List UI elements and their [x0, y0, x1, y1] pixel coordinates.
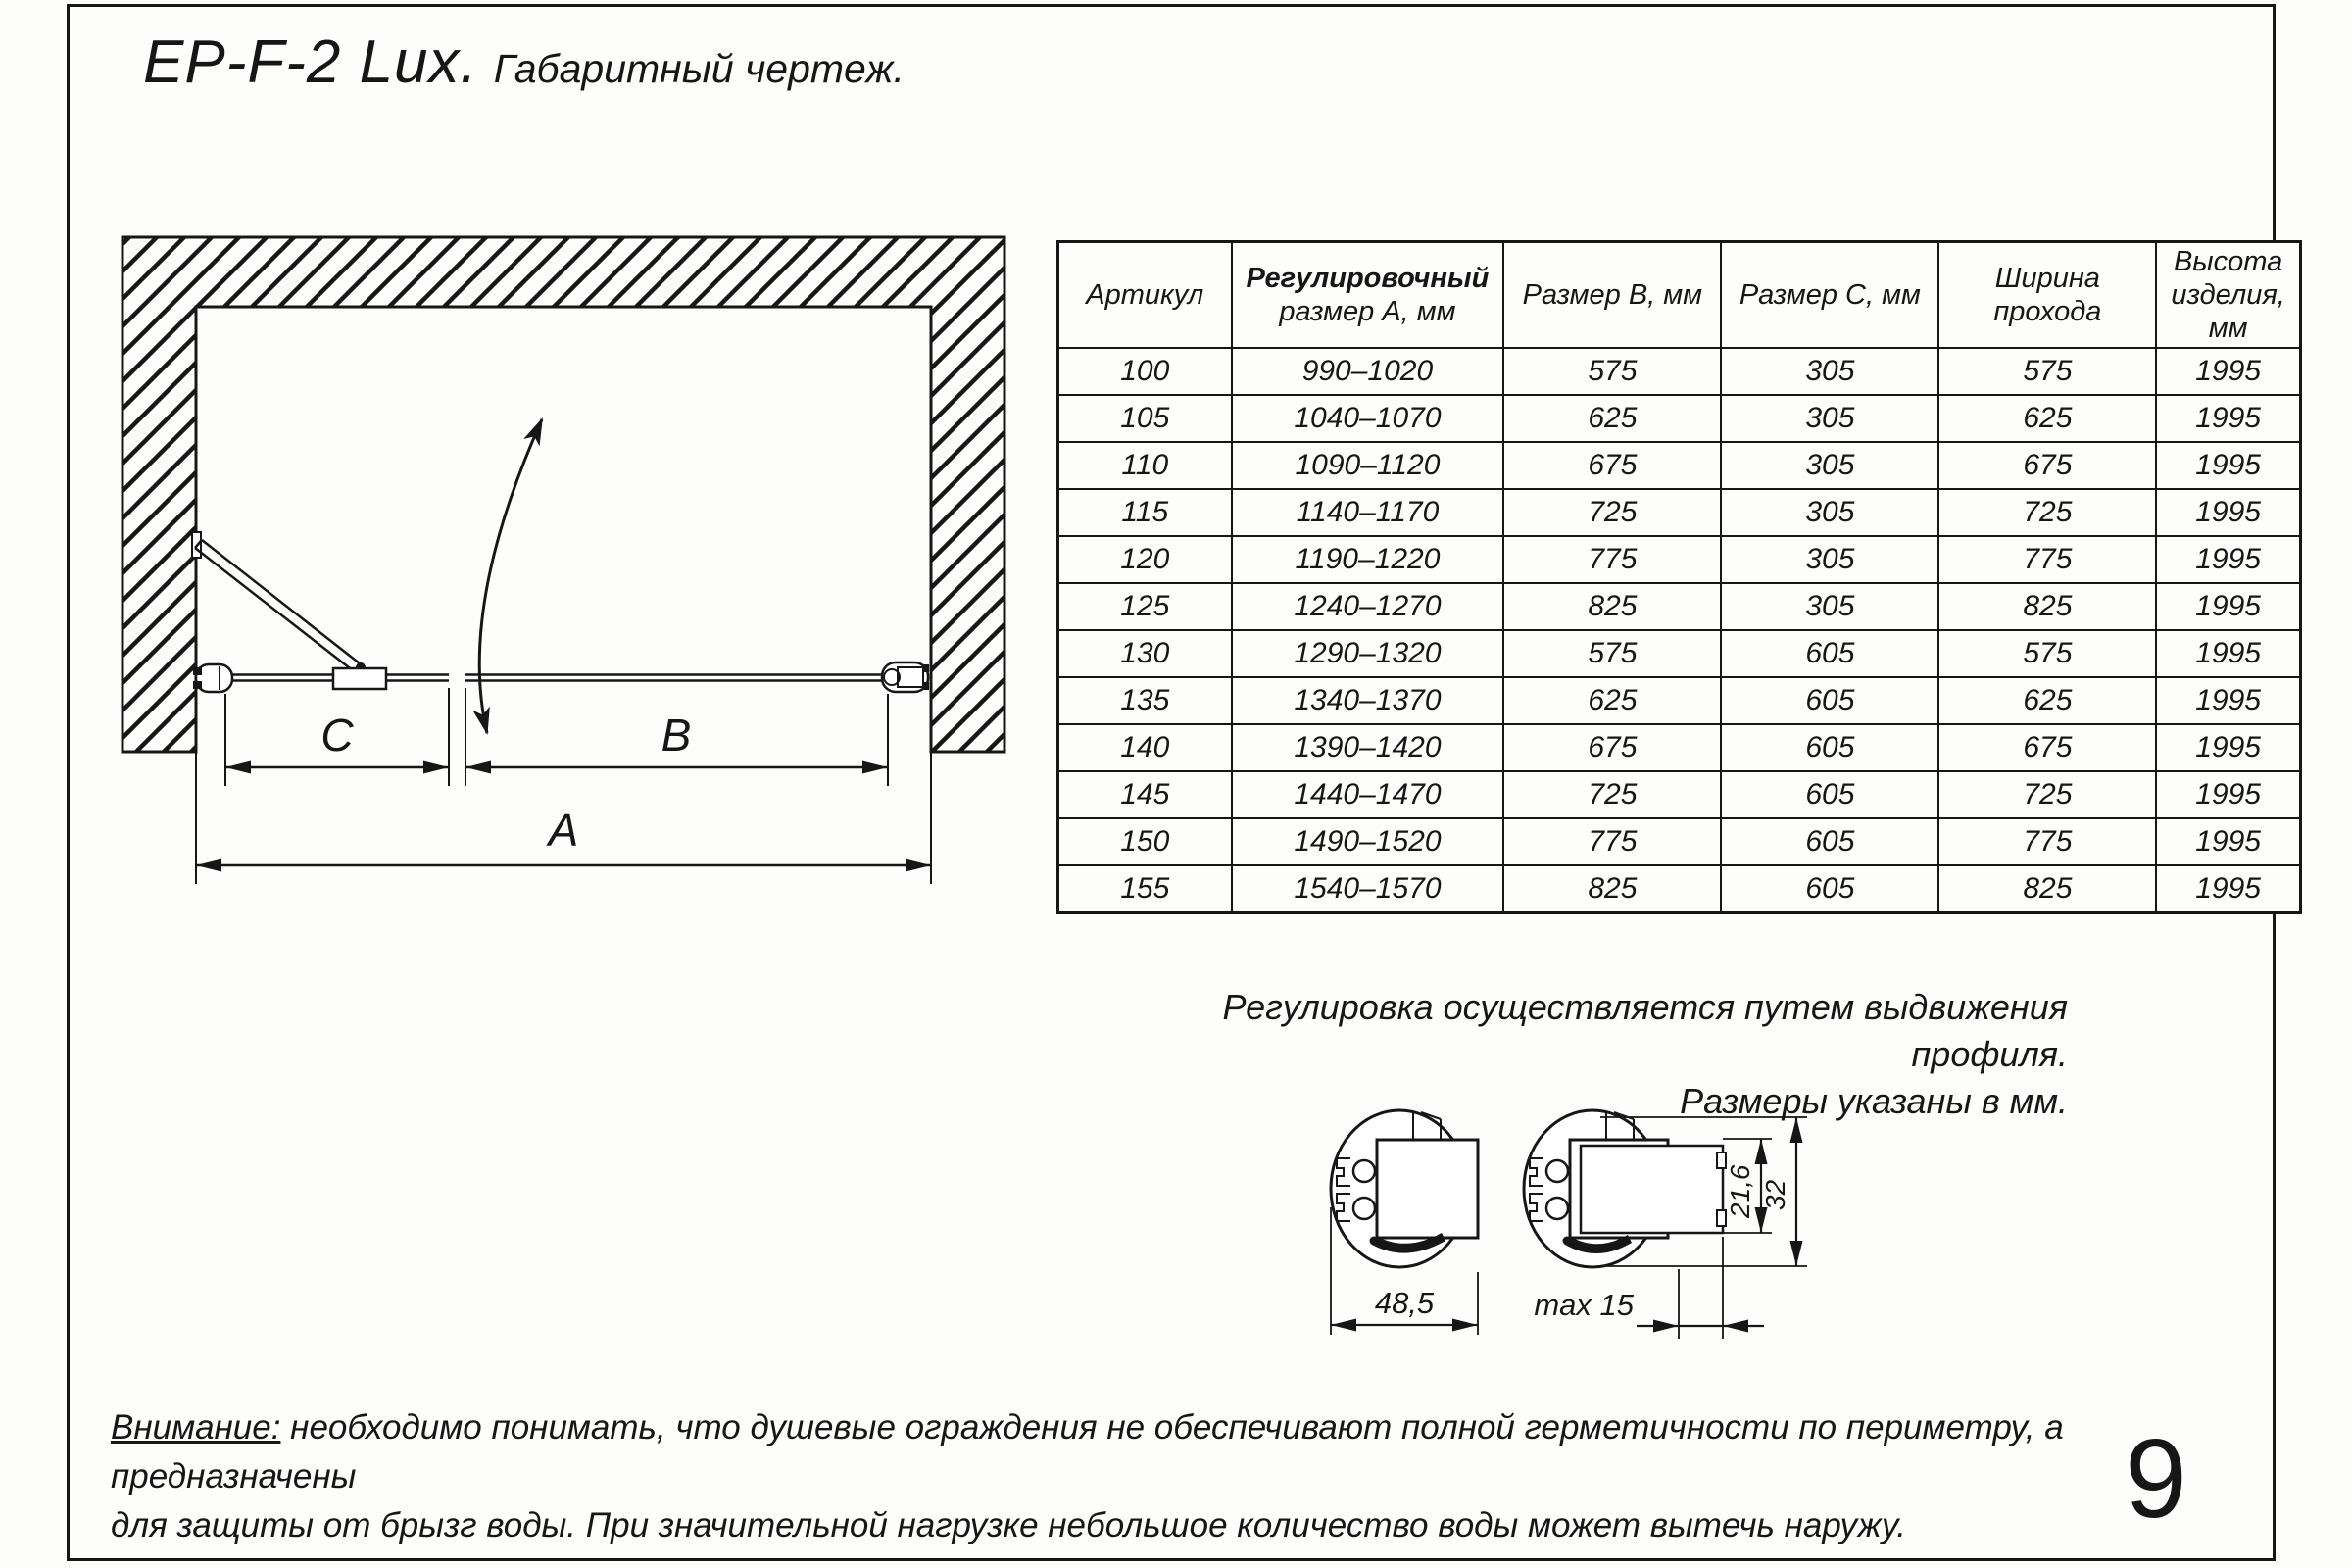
dimension-b: [466, 688, 888, 786]
table-cell: 115: [1058, 489, 1232, 536]
table-row: [1058, 630, 2301, 677]
table-cell: 605: [1721, 677, 1938, 724]
table-cell: 1995: [2156, 536, 2300, 583]
table-cell: 625: [1503, 677, 1721, 724]
table-cell: 305: [1721, 583, 1938, 630]
note-adjustment: Регулировка осуществляется путем выдвижения профиля.: [1222, 987, 2068, 1074]
table-cell: 625: [1938, 677, 2156, 724]
dimension-a: [196, 752, 931, 884]
dim-b-label: B: [661, 710, 692, 760]
model-name: EP-F-2 Lux.: [143, 28, 478, 96]
table-cell: 605: [1721, 724, 1938, 771]
door-swing-arc: [479, 419, 542, 733]
table-cell: 775: [1503, 818, 1721, 865]
table-row: [1058, 677, 2301, 724]
page-number: 9: [2125, 1417, 2187, 1542]
dim-48-5-label: 48,5: [1374, 1286, 1435, 1320]
right-wall-profile: [882, 662, 929, 692]
table-cell: 100: [1058, 348, 1232, 395]
table-cell: 105: [1058, 395, 1232, 442]
table-cell: 1190–1220: [1232, 536, 1504, 583]
note-units: Размеры указаны в мм.: [1680, 1081, 2068, 1121]
table-cell: 130: [1058, 630, 1232, 677]
col-header-size-a: [1232, 242, 1504, 349]
table-row: [1058, 583, 2301, 630]
table-cell: 1995: [2156, 630, 2300, 677]
dim-max-15-label: max 15: [1534, 1288, 1634, 1322]
size-table-body: [1058, 348, 2301, 913]
support-brace: [195, 540, 366, 672]
fixed-panel-glass: [232, 668, 449, 689]
col-header-size-c: Размер С, мм: [1721, 242, 1938, 349]
table-cell: 1995: [2156, 442, 2300, 489]
table-cell: 990–1020: [1232, 348, 1504, 395]
table-cell: 775: [1938, 536, 2156, 583]
table-cell: 775: [1503, 536, 1721, 583]
table-cell: 120: [1058, 536, 1232, 583]
table-cell: 1995: [2156, 395, 2300, 442]
warning-note: [111, 1403, 2130, 1550]
table-row: [1058, 442, 2301, 489]
table-cell: 675: [1938, 442, 2156, 489]
table-cell: 1140–1170: [1232, 489, 1504, 536]
table-cell: 675: [1503, 724, 1721, 771]
table-cell: 1090–1120: [1232, 442, 1504, 489]
col-header-article: Артикул: [1058, 242, 1232, 349]
table-cell: 1390–1420: [1232, 724, 1504, 771]
table-row: [1058, 771, 2301, 818]
table-cell: 1290–1320: [1232, 630, 1504, 677]
table-cell: 725: [1503, 489, 1721, 536]
dim-32-label: 32: [1760, 1179, 1790, 1210]
table-cell: 725: [1503, 771, 1721, 818]
col-header-size-a-rest: размер А, мм: [1279, 296, 1456, 327]
table-cell: 1995: [2156, 724, 2300, 771]
table-row: [1058, 818, 2301, 865]
col-header-passage-width: Ширина прохода: [1938, 242, 2156, 349]
table-row: [1058, 395, 2301, 442]
profile-section-retracted: [1331, 1110, 1478, 1267]
left-wall-profile: [192, 532, 232, 692]
table-row: [1058, 724, 2301, 771]
table-cell: 725: [1938, 489, 2156, 536]
col-header-size-a-bold: Регулировочный: [1246, 263, 1490, 294]
table-cell: 1440–1470: [1232, 771, 1504, 818]
table-cell: 605: [1721, 771, 1938, 818]
table-cell: 1995: [2156, 348, 2300, 395]
table-cell: 605: [1721, 630, 1938, 677]
table-cell: 825: [1503, 865, 1721, 913]
door-panel-glass: [466, 675, 882, 681]
table-cell: 605: [1721, 865, 1938, 913]
table-cell: 575: [1503, 630, 1721, 677]
dim-21-6-label: 21,6: [1725, 1164, 1755, 1218]
table-cell: 305: [1721, 489, 1938, 536]
table-cell: 305: [1721, 442, 1938, 489]
dim-c-label: C: [320, 710, 354, 760]
table-cell: 575: [1503, 348, 1721, 395]
table-cell: 1995: [2156, 677, 2300, 724]
col-header-product-height: Высота изделия, мм: [2156, 242, 2300, 349]
profile-section-extended: [1524, 1110, 1726, 1267]
table-cell: 1995: [2156, 818, 2300, 865]
table-cell: 825: [1503, 583, 1721, 630]
table-row: [1058, 489, 2301, 536]
table-cell: 575: [1938, 630, 2156, 677]
table-cell: 625: [1503, 395, 1721, 442]
table-cell: 675: [1503, 442, 1721, 489]
table-cell: 305: [1721, 395, 1938, 442]
warning-line-1: [111, 1403, 2130, 1501]
table-cell: 1995: [2156, 583, 2300, 630]
profile-cross-sections: [1303, 1068, 1862, 1372]
table-cell: 305: [1721, 536, 1938, 583]
dim-a-label: A: [548, 805, 579, 856]
warning-line-2: для защиты от брызг воды. При значительной нагрузке небольшое количество воды может вытечь наружу.: [111, 1506, 1906, 1544]
dimension-c: [225, 688, 449, 786]
table-cell: 305: [1721, 348, 1938, 395]
table-cell: 1540–1570: [1232, 865, 1504, 913]
table-cell: 675: [1938, 724, 2156, 771]
table-cell: 1995: [2156, 865, 2300, 913]
table-cell: 1995: [2156, 771, 2300, 818]
table-row: [1058, 348, 2301, 395]
table-cell: 135: [1058, 677, 1232, 724]
table-cell: 775: [1938, 818, 2156, 865]
table-cell: 150: [1058, 818, 1232, 865]
table-row: [1058, 536, 2301, 583]
warning-line-1-text: необходимо понимать, что душевые ограждения не обеспечивают полной герметичности по периметру, а предназначены: [111, 1408, 2064, 1495]
table-cell: 1995: [2156, 489, 2300, 536]
page-title: [143, 27, 905, 97]
table-cell: 110: [1058, 442, 1232, 489]
table-cell: 825: [1938, 865, 2156, 913]
col-header-size-b: Размер В, мм: [1503, 242, 1721, 349]
table-cell: 1040–1070: [1232, 395, 1504, 442]
table-cell: 140: [1058, 724, 1232, 771]
table-cell: 155: [1058, 865, 1232, 913]
table-cell: 825: [1938, 583, 2156, 630]
warning-label: Внимание:: [111, 1408, 281, 1446]
table-cell: 575: [1938, 348, 2156, 395]
table-cell: 1490–1520: [1232, 818, 1504, 865]
table-cell: 625: [1938, 395, 2156, 442]
size-table: [1056, 240, 2302, 914]
table-cell: 605: [1721, 818, 1938, 865]
table-cell: 125: [1058, 583, 1232, 630]
table-cell: 1340–1370: [1232, 677, 1504, 724]
title-subtitle: Габаритный чертеж.: [493, 46, 905, 91]
dimensional-drawing: [88, 196, 1029, 941]
table-row: [1058, 865, 2301, 913]
table-cell: 725: [1938, 771, 2156, 818]
table-header-row: [1058, 242, 2301, 349]
table-cell: 145: [1058, 771, 1232, 818]
table-cell: 1240–1270: [1232, 583, 1504, 630]
